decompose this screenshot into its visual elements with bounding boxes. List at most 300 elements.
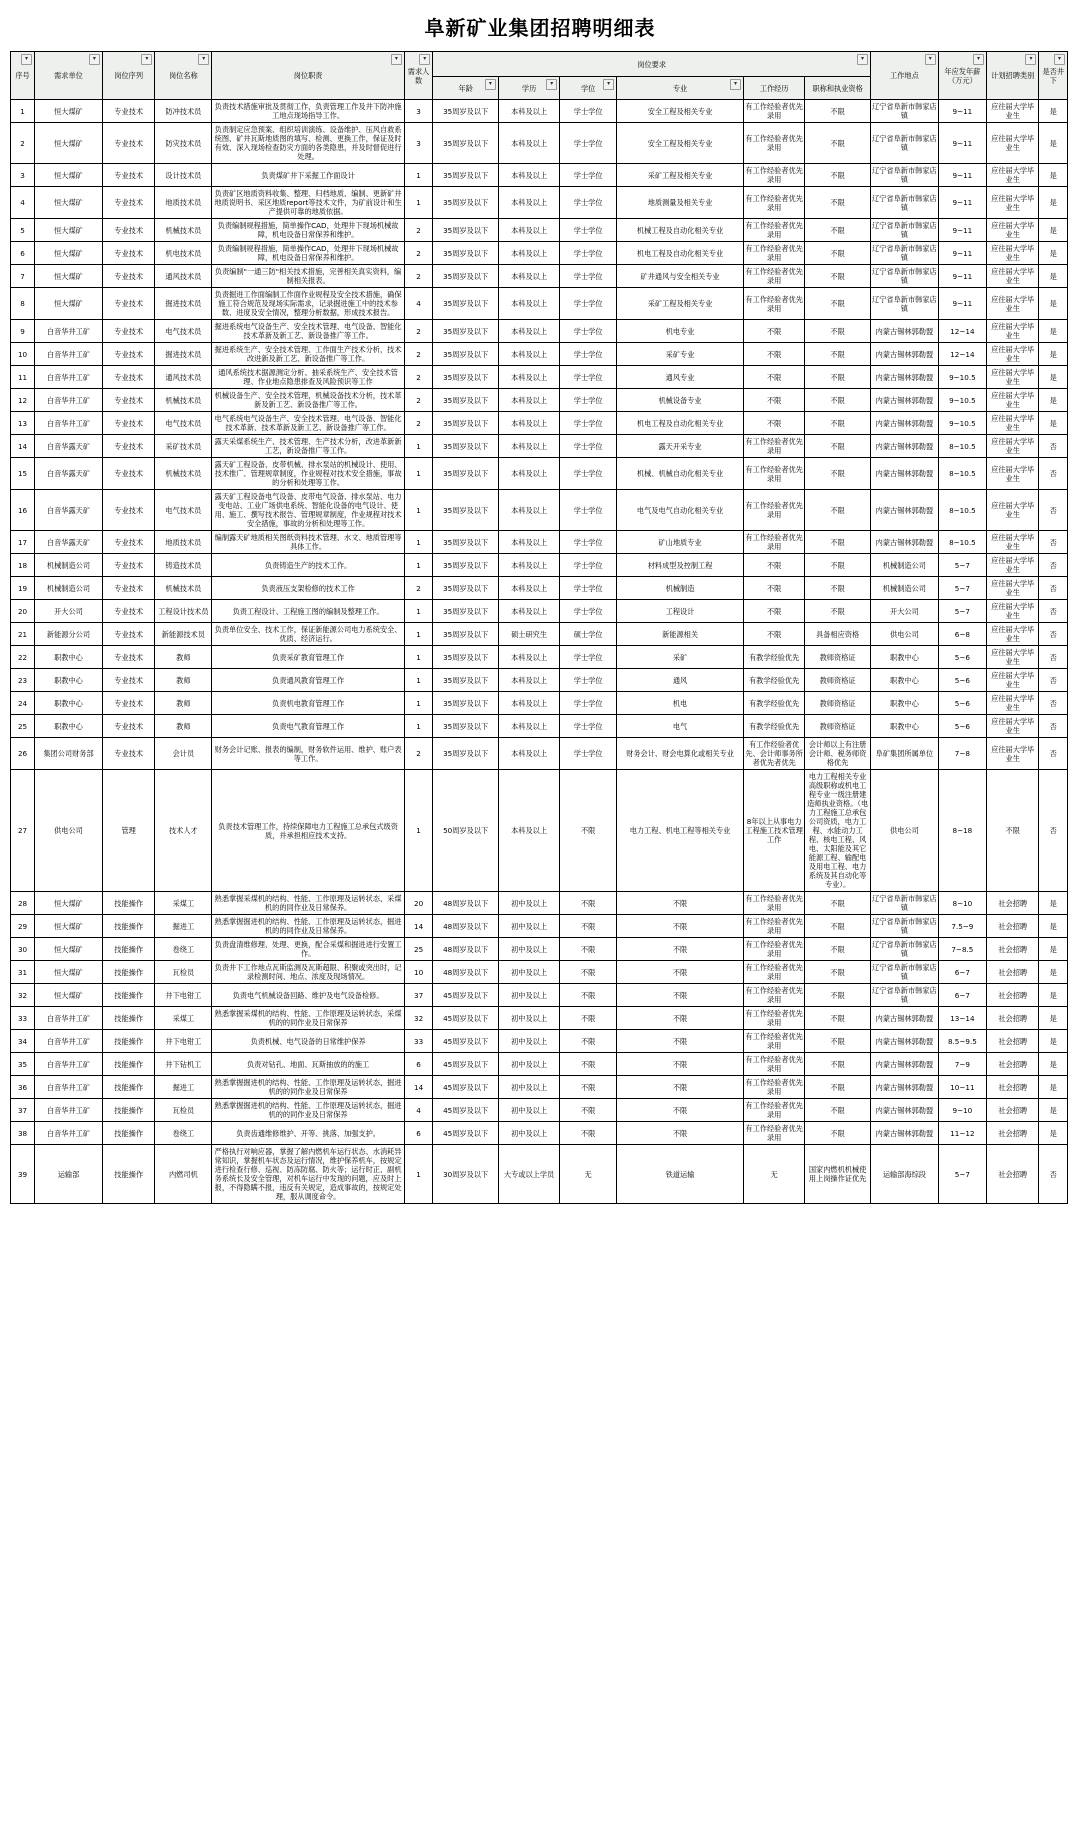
cell-duty: 负责电气教育管理工作 [212,715,405,738]
table-row [11,187,1068,219]
col-header-num[interactable] [404,52,432,100]
cell-seq: 19 [11,577,35,600]
cell-edu: 初中及以上 [498,915,559,938]
cell-exp: 有工作经验者优先录用 [744,1030,805,1053]
cell-seq: 24 [11,692,35,715]
cell-under: 是 [1039,343,1068,366]
cell-series: 专业技术 [102,412,155,435]
cell-under: 是 [1039,288,1068,320]
filter-icon[interactable]: ▾ [1054,54,1065,65]
cell-type: 应往届大学毕业生 [986,738,1039,770]
cell-series: 专业技术 [102,123,155,164]
cell-major: 机械、机械自动化相关专业 [617,458,744,490]
cell-place: 内蒙古锡林郭勒盟 [870,412,938,435]
cell-type: 应往届大学毕业生 [986,265,1039,288]
cell-major: 通风专业 [617,366,744,389]
cell-post: 铸造技术员 [155,554,212,577]
col-header-cert[interactable] [805,77,871,100]
col-header-duty[interactable] [212,52,405,100]
cell-edu: 本科及以上 [498,242,559,265]
cell-degree: 学士学位 [560,554,617,577]
filter-icon[interactable]: ▾ [925,54,936,65]
cell-major: 采矿专业 [617,343,744,366]
cell-post: 机电技术员 [155,242,212,265]
cell-cert: 不限 [805,412,871,435]
cell-under: 否 [1039,646,1068,669]
cell-series: 专业技术 [102,646,155,669]
cell-edu: 初中及以上 [498,1030,559,1053]
cell-age: 35周岁及以下 [433,692,499,715]
cell-duty: 负责电气机械设备回路、维护及电气设备检修。 [212,984,405,1007]
cell-under: 是 [1039,892,1068,915]
cell-major: 新能源相关 [617,623,744,646]
cell-degree: 硕士学位 [560,623,617,646]
cell-type: 社会招聘 [986,1007,1039,1030]
cell-exp: 有工作经验者优先录用 [744,265,805,288]
cell-series: 技能操作 [102,1007,155,1030]
cell-cert: 不限 [805,490,871,531]
cell-under: 否 [1039,435,1068,458]
table-row [11,961,1068,984]
table-row [11,123,1068,164]
cell-place: 辽宁省阜新市韩家店镇 [870,938,938,961]
cell-edu: 本科及以上 [498,669,559,692]
cell-salary: 12~14 [938,320,986,343]
cell-place: 内蒙古锡林郭勒盟 [870,1099,938,1122]
col-label-post: 岗位名称 [168,71,198,80]
cell-seq: 31 [11,961,35,984]
cell-exp: 有工作经验者优先录用 [744,915,805,938]
cell-place: 供电公司 [870,623,938,646]
cell-post: 井下电钳工 [155,984,212,1007]
cell-place: 辽宁省阜新市韩家店镇 [870,219,938,242]
cell-age: 48周岁及以下 [433,938,499,961]
filter-icon[interactable]: ▾ [485,79,496,90]
cell-edu: 本科及以上 [498,187,559,219]
cell-unit: 机械制造公司 [35,577,103,600]
cell-num: 2 [404,389,432,412]
cell-major: 地质测量及相关专业 [617,187,744,219]
cell-series: 专业技术 [102,265,155,288]
cell-series: 专业技术 [102,738,155,770]
cell-duty: 负责制定应急预案、组织培训演练、设备维护、压风自救系统图、矿井瓦斯地质图的填写、检测、更换工作，保证及时有效、深入现场检查防灾方面的各类隐患，并及时督促进行处理。 [212,123,405,164]
cell-duty: 掘进系统生产、安全技术管理、工作面生产技术分析，技术改进新及新工艺、新设备推广等工作。 [212,343,405,366]
cell-type: 应往届大学毕业生 [986,623,1039,646]
cell-num: 4 [404,1099,432,1122]
page-title: 阜新矿业集团招聘明细表 [424,16,656,40]
cell-under: 是 [1039,1030,1068,1053]
col-label-series: 岗位序列 [114,71,144,80]
cell-duty: 负责机械、电气设备的日常维护保养 [212,1030,405,1053]
cell-place: 辽宁省阜新市韩家店镇 [870,892,938,915]
cell-num: 32 [404,1007,432,1030]
cell-degree: 学士学位 [560,366,617,389]
cell-age: 48周岁及以下 [433,892,499,915]
cell-degree: 学士学位 [560,435,617,458]
table-row [11,1099,1068,1122]
cell-unit: 白音华井工矿 [35,320,103,343]
cell-major: 机电专业 [617,320,744,343]
cell-under: 是 [1039,366,1068,389]
cell-exp: 有工作经验者优先、会计师事务所者优先者优先 [744,738,805,770]
cell-edu: 本科及以上 [498,692,559,715]
cell-seq: 21 [11,623,35,646]
cell-type: 应往届大学毕业生 [986,600,1039,623]
cell-age: 35周岁及以下 [433,458,499,490]
cell-seq: 12 [11,389,35,412]
cell-unit: 白音华露天矿 [35,531,103,554]
cell-duty: 负责机电教育管理工作 [212,692,405,715]
cell-exp: 有工作经验者优先录用 [744,187,805,219]
cell-series: 技能操作 [102,1053,155,1076]
col-header-under[interactable] [1039,52,1068,100]
cell-series: 技能操作 [102,961,155,984]
cell-cert: 不限 [805,984,871,1007]
cell-post: 教师 [155,669,212,692]
cell-major: 不限 [617,1030,744,1053]
col-header-edu[interactable] [498,77,559,100]
cell-place: 内蒙古锡林郭勒盟 [870,458,938,490]
filter-icon[interactable]: ▾ [857,54,868,65]
cell-cert: 教师资格证 [805,669,871,692]
cell-under: 是 [1039,164,1068,187]
cell-salary: 7~9 [938,1053,986,1076]
col-header-post[interactable] [155,52,212,100]
cell-under: 否 [1039,738,1068,770]
cell-seq: 4 [11,187,35,219]
cell-cert: 不限 [805,288,871,320]
col-label-seq: 序号 [15,71,30,80]
col-header-salary[interactable] [938,52,986,100]
cell-post: 掘进技术员 [155,288,212,320]
filter-icon[interactable]: ▾ [198,54,209,65]
table-row [11,100,1068,123]
cell-edu: 本科及以上 [498,265,559,288]
filter-icon[interactable]: ▾ [546,79,557,90]
cell-duty: 编制露天矿地质相关图纸资料技术管理、水文、地质管理等具体工作。 [212,531,405,554]
col-label-duty: 岗位职责 [293,71,323,80]
cell-cert: 不限 [805,1099,871,1122]
cell-exp: 有工作经验者优先录用 [744,892,805,915]
filter-icon[interactable]: ▾ [730,79,741,90]
cell-age: 35周岁及以下 [433,435,499,458]
cell-under: 是 [1039,961,1068,984]
cell-series: 专业技术 [102,343,155,366]
cell-under: 是 [1039,123,1068,164]
cell-num: 2 [404,412,432,435]
col-header-age[interactable] [433,77,499,100]
cell-age: 35周岁及以下 [433,623,499,646]
cell-major: 机电工程及自动化相关专业 [617,242,744,265]
cell-exp: 有工作经验者优先录用 [744,242,805,265]
cell-age: 35周岁及以下 [433,554,499,577]
table-row [11,343,1068,366]
cell-unit: 供电公司 [35,770,103,892]
cell-cert: 不限 [805,435,871,458]
cell-age: 45周岁及以下 [433,1122,499,1145]
cell-seq: 3 [11,164,35,187]
cell-salary: 11~12 [938,1122,986,1145]
cell-under: 否 [1039,669,1068,692]
cell-series: 专业技术 [102,320,155,343]
cell-degree: 学士学位 [560,669,617,692]
cell-place: 内蒙古锡林郭勒盟 [870,343,938,366]
cell-post: 通风技术员 [155,366,212,389]
col-header-series[interactable] [102,52,155,100]
cell-cert: 不限 [805,187,871,219]
cell-type: 社会招聘 [986,892,1039,915]
filter-icon[interactable]: ▾ [1025,54,1036,65]
cell-major: 矿山地质专业 [617,531,744,554]
cell-age: 45周岁及以下 [433,1099,499,1122]
cell-duty: 负责矿区地质资料收集、整理、归档地质、编制、更新矿井地质说明书、采区地质report等技术文件，为矿前设计和生产提供可靠的地质依据。 [212,187,405,219]
cell-cert: 不限 [805,389,871,412]
cell-duty: 严格执行对响应器，掌握了解内燃机车运行状态、水消耗异常知识，掌握机车状态及运行情况，维护保养机车，按规定进行检查行修、巡视、防冻防腐、防火等；运行时正、副机务系统长及安全管理，对机车运行中发现的问题，应及时上报，不得隐瞒不报，违反有关规定，造成事故的，按规定处理，服从调度命令。 [212,1145,405,1204]
cell-major: 材料成型及控制工程 [617,554,744,577]
cell-seq: 14 [11,435,35,458]
col-header-seq[interactable] [11,52,35,100]
cell-post: 掘进技术员 [155,343,212,366]
cell-under: 是 [1039,320,1068,343]
cell-degree: 不限 [560,1099,617,1122]
cell-exp: 不限 [744,623,805,646]
col-header-exp[interactable] [744,77,805,100]
cell-cert: 会计师以上有注册会计师、税务师资格优先 [805,738,871,770]
cell-edu: 本科及以上 [498,490,559,531]
cell-salary: 5~7 [938,600,986,623]
cell-degree: 学士学位 [560,219,617,242]
filter-icon[interactable]: ▾ [141,54,152,65]
cell-exp: 有工作经验者优先录用 [744,219,805,242]
cell-cert: 不限 [805,892,871,915]
cell-edu: 本科及以上 [498,164,559,187]
cell-type: 社会招聘 [986,984,1039,1007]
cell-place: 辽宁省阜新市韩家店镇 [870,961,938,984]
cell-degree: 学士学位 [560,187,617,219]
cell-place: 运输部海综段 [870,1145,938,1204]
cell-major: 不限 [617,1053,744,1076]
cell-cert: 不限 [805,320,871,343]
cell-edu: 初中及以上 [498,961,559,984]
cell-unit: 白音华露天矿 [35,458,103,490]
cell-type: 应往届大学毕业生 [986,646,1039,669]
cell-salary: 9~11 [938,265,986,288]
cell-unit: 白音华井工矿 [35,366,103,389]
cell-salary: 13~14 [938,1007,986,1030]
cell-unit: 白音华井工矿 [35,343,103,366]
cell-seq: 18 [11,554,35,577]
cell-under: 是 [1039,219,1068,242]
cell-edu: 本科及以上 [498,343,559,366]
cell-unit: 白音华井工矿 [35,1007,103,1030]
col-header-degree[interactable] [560,77,617,100]
cell-under: 否 [1039,1145,1068,1204]
cell-series: 技能操作 [102,1030,155,1053]
cell-degree: 学士学位 [560,490,617,531]
cell-under: 否 [1039,577,1068,600]
cell-series: 专业技术 [102,164,155,187]
cell-degree: 学士学位 [560,100,617,123]
cell-type: 应往届大学毕业生 [986,343,1039,366]
cell-edu: 本科及以上 [498,366,559,389]
cell-degree: 不限 [560,770,617,892]
cell-unit: 白音华井工矿 [35,389,103,412]
cell-type: 应往届大学毕业生 [986,366,1039,389]
cell-post: 机械技术员 [155,389,212,412]
cell-major: 电气及电气自动化相关专业 [617,490,744,531]
cell-type: 应往届大学毕业生 [986,458,1039,490]
cell-post: 井下电钳工 [155,1030,212,1053]
cell-num: 1 [404,692,432,715]
table-row [11,715,1068,738]
cell-type: 应往届大学毕业生 [986,242,1039,265]
table-row [11,938,1068,961]
col-header-requirement-group[interactable] [433,52,871,77]
cell-under: 是 [1039,187,1068,219]
cell-salary: 5~6 [938,646,986,669]
cell-duty: 熟悉掌握采煤机的结构、性能、工作原理及运转状态，采煤机的的同作业及日常保养。 [212,892,405,915]
cell-under: 是 [1039,984,1068,1007]
cell-exp: 不限 [744,343,805,366]
cell-num: 1 [404,458,432,490]
cell-unit: 白音华井工矿 [35,1099,103,1122]
cell-type: 应往届大学毕业生 [986,554,1039,577]
cell-major: 电气 [617,715,744,738]
cell-num: 2 [404,265,432,288]
cell-unit: 恒大煤矿 [35,164,103,187]
cell-salary: 10~11 [938,1076,986,1099]
cell-place: 阜矿集团所属单位 [870,738,938,770]
cell-major: 安全工程及相关专业 [617,100,744,123]
filter-icon[interactable]: ▾ [21,54,32,65]
cell-edu: 本科及以上 [498,435,559,458]
cell-series: 专业技术 [102,458,155,490]
cell-age: 50周岁及以下 [433,770,499,892]
cell-unit: 职教中心 [35,692,103,715]
cell-exp: 有工作经验者优先录用 [744,984,805,1007]
filter-icon[interactable]: ▾ [419,54,430,65]
cell-age: 45周岁及以下 [433,1030,499,1053]
cell-edu: 硕士研究生 [498,623,559,646]
cell-place: 内蒙古锡林郭勒盟 [870,1122,938,1145]
cell-duty: 通风系统技术据源测定分析、抽采系统生产、安全技术管理、作业地点隐患排查及风险预识等工作 [212,366,405,389]
cell-place: 辽宁省阜新市韩家店镇 [870,164,938,187]
cell-age: 35周岁及以下 [433,100,499,123]
col-header-major[interactable] [617,77,744,100]
cell-post: 掘进工 [155,1076,212,1099]
cell-duty: 露天矿工程设备电气设备、皮带电气设备、排水泵站、电力变电站、工业广场供电系统、智能化设备的电气设计、使用、施工、撰写技术报告、管理规章制度，作业规程对技术安全措施，事故的分析和处理等工作。 [212,490,405,531]
cell-num: 1 [404,1145,432,1204]
cell-major: 露天开采专业 [617,435,744,458]
cell-major: 不限 [617,892,744,915]
cell-post: 电气技术员 [155,412,212,435]
cell-cert: 不限 [805,100,871,123]
cell-salary: 9~11 [938,242,986,265]
cell-duty: 熟悉掌握掘进机的结构、性能、工作原理及运转状态，掘进机的的同作业及日常保养 [212,1099,405,1122]
cell-series: 专业技术 [102,715,155,738]
cell-unit: 恒大煤矿 [35,984,103,1007]
col-header-unit[interactable] [35,52,103,100]
filter-icon[interactable]: ▾ [973,54,984,65]
cell-unit: 职教中心 [35,646,103,669]
recruitment-table [10,51,1068,1204]
cell-duty: 露天矿工程设备、皮带机械、排水泵站的机械设计、使用、技术推广、管理规章制度，作业规程对技术安全措施，事故的分析和处理等工作。 [212,458,405,490]
cell-age: 35周岁及以下 [433,600,499,623]
cell-post: 地质技术员 [155,531,212,554]
cell-edu: 本科及以上 [498,123,559,164]
cell-place: 内蒙古锡林郭勒盟 [870,320,938,343]
cell-exp: 不限 [744,366,805,389]
cell-exp: 有工作经验者优先录用 [744,458,805,490]
cell-series: 专业技术 [102,669,155,692]
cell-type: 应往届大学毕业生 [986,123,1039,164]
cell-exp: 有工作经验者优先录用 [744,123,805,164]
cell-duty: 财务会计记账、报表的编制，财务软件运用、维护、账户表等工作。 [212,738,405,770]
filter-icon[interactable]: ▾ [603,79,614,90]
cell-salary: 9~11 [938,100,986,123]
cell-salary: 8~10.5 [938,435,986,458]
cell-seq: 29 [11,915,35,938]
cell-series: 专业技术 [102,389,155,412]
cell-cert: 不限 [805,164,871,187]
cell-series: 专业技术 [102,187,155,219]
cell-age: 35周岁及以下 [433,288,499,320]
cell-major: 采矿工程及相关专业 [617,164,744,187]
cell-unit: 恒大煤矿 [35,100,103,123]
cell-series: 专业技术 [102,600,155,623]
cell-post: 电气技术员 [155,320,212,343]
table-row [11,435,1068,458]
cell-under: 是 [1039,1053,1068,1076]
cell-seq: 22 [11,646,35,669]
cell-degree: 学士学位 [560,320,617,343]
col-header-place[interactable] [870,52,938,100]
table-row [11,1007,1068,1030]
col-label-age: 年龄 [458,83,473,93]
cell-exp: 无 [744,1145,805,1204]
cell-type: 应往届大学毕业生 [986,577,1039,600]
table-row [11,531,1068,554]
cell-unit: 集团公司财务部 [35,738,103,770]
cell-degree: 学士学位 [560,692,617,715]
cell-unit: 职教中心 [35,715,103,738]
cell-major: 采矿 [617,646,744,669]
table-row [11,164,1068,187]
cell-series: 技能操作 [102,1099,155,1122]
cell-degree: 学士学位 [560,164,617,187]
cell-type: 应往届大学毕业生 [986,490,1039,531]
cell-exp: 不限 [744,320,805,343]
cell-age: 35周岁及以下 [433,531,499,554]
cell-cert: 不限 [805,600,871,623]
cell-cert: 不限 [805,219,871,242]
cell-major: 矿井通风与安全相关专业 [617,265,744,288]
cell-exp: 有教学经验优先 [744,715,805,738]
cell-post: 新能源技术员 [155,623,212,646]
cell-major: 不限 [617,1076,744,1099]
table-row [11,242,1068,265]
filter-icon[interactable]: ▾ [89,54,100,65]
cell-post: 电气技术员 [155,490,212,531]
cell-seq: 1 [11,100,35,123]
cell-num: 37 [404,984,432,1007]
cell-seq: 38 [11,1122,35,1145]
cell-age: 35周岁及以下 [433,320,499,343]
filter-icon[interactable]: ▾ [391,54,402,65]
cell-exp: 有教学经验优先 [744,692,805,715]
cell-post: 通风技术员 [155,265,212,288]
col-header-type[interactable] [986,52,1039,100]
